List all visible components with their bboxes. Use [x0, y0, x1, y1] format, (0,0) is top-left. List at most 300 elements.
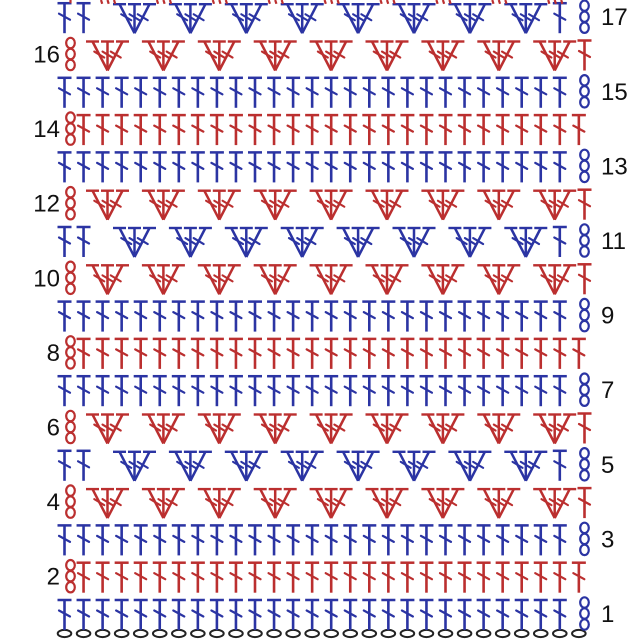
- chain-oval: [66, 273, 75, 283]
- double-crochet-symbol: [477, 600, 491, 630]
- double-crochet-symbol: [534, 115, 548, 145]
- double-crochet-symbol: [134, 600, 148, 630]
- double-crochet-symbol: [458, 563, 472, 593]
- double-crochet-symbol: [400, 339, 414, 369]
- double-crochet-symbol: [534, 78, 548, 108]
- double-crochet-symbol: [96, 600, 110, 630]
- double-crochet-symbol: [229, 339, 243, 369]
- double-crochet-symbol: [400, 525, 414, 555]
- double-crochet-symbol: [439, 152, 453, 182]
- double-crochet-symbol: [305, 600, 319, 630]
- double-crochet-symbol: [267, 600, 281, 630]
- turning-chain-symbol: [580, 75, 589, 107]
- cropped-stitch-tick: [381, 0, 382, 4]
- double-crochet-symbol: [115, 376, 129, 406]
- chain-oval: [66, 112, 75, 122]
- double-crochet-symbol: [381, 563, 395, 593]
- double-crochet-symbol: [496, 339, 510, 369]
- chain-oval: [66, 347, 75, 357]
- stitch-row-14: [66, 112, 586, 145]
- double-crochet-symbol: [153, 525, 167, 555]
- double-crochet-symbol: [419, 563, 433, 593]
- stitch-row-12: [66, 187, 591, 220]
- double-crochet-symbol: [153, 600, 167, 630]
- double-crochet-symbol: [210, 339, 224, 369]
- chain-oval: [580, 385, 589, 395]
- foundation-chain-oval: [191, 630, 205, 637]
- three-dc-shell-symbol: [310, 42, 353, 71]
- double-crochet-symbol: [381, 115, 395, 145]
- cropped-stitch-tick: [114, 0, 115, 4]
- foundation-chain-oval: [572, 630, 586, 637]
- row-number-label: 17: [601, 4, 628, 32]
- double-crochet-symbol: [343, 563, 357, 593]
- three-dc-shell-symbol: [421, 489, 464, 518]
- chain-oval: [580, 1, 589, 11]
- double-crochet-symbol: [77, 451, 91, 481]
- foundation-chain-oval: [382, 630, 396, 637]
- double-crochet-symbol: [496, 525, 510, 555]
- stitch-row-10: [66, 262, 591, 295]
- foundation-chain-oval: [401, 630, 415, 637]
- stitch-row-11: [58, 224, 589, 257]
- turning-chain-symbol: [580, 150, 589, 182]
- double-crochet-symbol: [58, 451, 72, 481]
- cropped-stitch-tick: [219, 0, 220, 4]
- double-crochet-symbol: [477, 115, 491, 145]
- double-crochet-symbol: [400, 115, 414, 145]
- double-crochet-symbol: [115, 152, 129, 182]
- double-crochet-symbol: [477, 339, 491, 369]
- double-crochet-symbol: [229, 563, 243, 593]
- cropped-stitch-tick: [226, 0, 227, 4]
- cropped-stitch-tick: [108, 0, 109, 4]
- double-crochet-symbol: [134, 78, 148, 108]
- three-dc-shell-symbol: [254, 415, 297, 444]
- double-crochet-symbol: [115, 563, 129, 593]
- double-crochet-symbol: [191, 115, 205, 145]
- double-crochet-symbol: [534, 152, 548, 182]
- stitch-row-13: [58, 150, 589, 183]
- row-number-label: 11: [601, 228, 626, 255]
- double-crochet-symbol: [115, 302, 129, 332]
- cropped-stitch-tick: [505, 0, 506, 4]
- three-dc-shell-symbol: [421, 42, 464, 71]
- double-crochet-symbol: [343, 600, 357, 630]
- double-crochet-symbol: [286, 376, 300, 406]
- double-crochet-symbol: [324, 152, 338, 182]
- double-crochet-symbol: [229, 600, 243, 630]
- chain-oval: [66, 284, 75, 294]
- double-crochet-symbol: [458, 152, 472, 182]
- chain-oval: [580, 470, 589, 480]
- three-dc-shell-symbol: [533, 42, 576, 71]
- row-number-label: 15: [601, 78, 628, 106]
- double-crochet-symbol: [58, 525, 72, 555]
- double-crochet-symbol: [419, 376, 433, 406]
- double-crochet-symbol: [267, 152, 281, 182]
- double-crochet-symbol: [343, 525, 357, 555]
- foundation-chain-oval: [477, 630, 491, 637]
- turning-chain-symbol: [66, 38, 75, 70]
- foundation-chain-oval: [286, 630, 300, 637]
- chain-oval: [580, 86, 589, 96]
- double-crochet-symbol: [172, 302, 186, 332]
- chain-oval: [66, 358, 75, 368]
- double-crochet-symbol: [324, 563, 338, 593]
- three-dc-shell-symbol: [448, 4, 491, 33]
- chain-oval: [66, 411, 75, 421]
- cropped-stitch-tick: [325, 0, 326, 4]
- double-crochet-symbol: [400, 563, 414, 593]
- double-crochet-symbol: [96, 376, 110, 406]
- cropped-stitch-tick: [275, 0, 276, 4]
- double-crochet-symbol: [267, 339, 281, 369]
- double-crochet-symbol: [362, 115, 376, 145]
- double-crochet-symbol: [248, 302, 262, 332]
- chain-oval: [580, 597, 589, 607]
- stitch-row-15: [58, 75, 589, 108]
- foundation-chain-oval: [458, 630, 472, 637]
- double-crochet-symbol: [362, 600, 376, 630]
- double-crochet-symbol: [381, 339, 395, 369]
- double-crochet-symbol: [439, 78, 453, 108]
- double-crochet-symbol: [77, 376, 91, 406]
- foundation-chain-oval: [248, 630, 262, 637]
- double-crochet-symbol: [578, 488, 592, 518]
- chain-oval: [66, 49, 75, 59]
- double-crochet-symbol: [419, 600, 433, 630]
- double-crochet-symbol: [381, 78, 395, 108]
- chain-oval: [580, 224, 589, 234]
- turning-chain-symbol: [66, 112, 75, 144]
- cropped-stitch-tick: [387, 0, 388, 4]
- double-crochet-symbol: [134, 115, 148, 145]
- double-crochet-symbol: [324, 525, 338, 555]
- foundation-chain-oval: [267, 630, 281, 637]
- double-crochet-symbol: [439, 563, 453, 593]
- double-crochet-symbol: [115, 78, 129, 108]
- cropped-stitch-tick: [101, 0, 102, 4]
- double-crochet-symbol: [381, 302, 395, 332]
- chain-oval: [66, 60, 75, 70]
- double-crochet-symbol: [134, 376, 148, 406]
- double-crochet-symbol: [134, 563, 148, 593]
- chain-oval: [580, 534, 589, 544]
- three-dc-shell-symbol: [533, 415, 576, 444]
- double-crochet-symbol: [553, 563, 567, 593]
- three-dc-shell-symbol: [337, 452, 380, 481]
- three-dc-shell-symbol: [254, 265, 297, 294]
- cropped-stitch-tick: [548, 0, 549, 4]
- double-crochet-symbol: [439, 600, 453, 630]
- double-crochet-symbol: [153, 115, 167, 145]
- double-crochet-symbol: [534, 563, 548, 593]
- foundation-chain-oval: [134, 630, 148, 637]
- double-crochet-symbol: [286, 339, 300, 369]
- foundation-chain-oval: [553, 630, 567, 637]
- cropped-stitch-tick: [170, 0, 171, 4]
- double-crochet-symbol: [553, 451, 567, 481]
- three-dc-shell-symbol: [366, 265, 409, 294]
- double-crochet-symbol: [458, 78, 472, 108]
- turning-chain-symbol: [66, 560, 75, 592]
- row-number-label: 12: [33, 190, 60, 218]
- double-crochet-symbol: [400, 302, 414, 332]
- stitch-row-17: [58, 1, 589, 34]
- double-crochet-symbol: [96, 115, 110, 145]
- three-dc-shell-symbol: [225, 452, 268, 481]
- three-dc-shell-symbol: [254, 191, 297, 220]
- cropped-stitch-tick: [338, 0, 339, 4]
- three-dc-shell-symbol: [142, 489, 185, 518]
- chain-oval: [66, 571, 75, 581]
- double-crochet-symbol: [553, 339, 567, 369]
- three-dc-shell-symbol: [310, 191, 353, 220]
- three-dc-shell-symbol: [113, 228, 156, 257]
- double-crochet-symbol: [324, 376, 338, 406]
- double-crochet-symbol: [134, 525, 148, 555]
- chain-oval: [66, 433, 75, 443]
- double-crochet-symbol: [419, 339, 433, 369]
- double-crochet-symbol: [400, 152, 414, 182]
- three-dc-shell-symbol: [254, 42, 297, 71]
- three-dc-shell-symbol: [421, 415, 464, 444]
- chain-oval: [580, 150, 589, 160]
- foundation-chain-row: [58, 630, 586, 637]
- chain-oval: [580, 172, 589, 182]
- chain-oval: [66, 123, 75, 133]
- row-number-label: 14: [33, 116, 60, 144]
- three-dc-shell-symbol: [142, 265, 185, 294]
- turning-chain-symbol: [580, 523, 589, 555]
- turning-chain-symbol: [66, 187, 75, 219]
- double-crochet-symbol: [286, 563, 300, 593]
- double-crochet-symbol: [191, 376, 205, 406]
- chain-oval: [580, 12, 589, 22]
- cropped-stitch-tick: [282, 0, 283, 4]
- double-crochet-symbol: [362, 152, 376, 182]
- double-crochet-symbol: [477, 152, 491, 182]
- double-crochet-symbol: [210, 302, 224, 332]
- turning-chain-symbol: [66, 336, 75, 368]
- three-dc-shell-symbol: [86, 415, 129, 444]
- three-dc-shell-symbol: [504, 452, 547, 481]
- turning-chain-symbol: [66, 411, 75, 443]
- chain-oval: [66, 336, 75, 346]
- double-crochet-symbol: [515, 376, 529, 406]
- double-crochet-symbol: [572, 115, 586, 145]
- stitch-row-2: [66, 560, 586, 593]
- double-crochet-symbol: [172, 152, 186, 182]
- three-dc-shell-symbol: [477, 42, 520, 71]
- double-crochet-symbol: [77, 227, 91, 257]
- cropped-stitch-tick: [394, 0, 395, 4]
- foundation-chain-oval: [363, 630, 377, 637]
- chain-oval: [66, 198, 75, 208]
- chain-oval: [580, 448, 589, 458]
- double-crochet-symbol: [210, 115, 224, 145]
- double-crochet-symbol: [419, 78, 433, 108]
- double-crochet-symbol: [496, 152, 510, 182]
- row-number-label: 10: [33, 265, 60, 293]
- double-crochet-symbol: [267, 115, 281, 145]
- double-crochet-symbol: [419, 302, 433, 332]
- double-crochet-symbol: [553, 302, 567, 332]
- foundation-chain-oval: [153, 630, 167, 637]
- double-crochet-symbol: [477, 525, 491, 555]
- three-dc-shell-symbol: [310, 489, 353, 518]
- row-number-label: 8: [46, 339, 60, 367]
- double-crochet-symbol: [381, 376, 395, 406]
- three-dc-shell-symbol: [504, 228, 547, 257]
- double-crochet-symbol: [515, 339, 529, 369]
- chain-oval: [66, 38, 75, 48]
- double-crochet-symbol: [305, 339, 319, 369]
- three-dc-shell-symbol: [421, 265, 464, 294]
- double-crochet-symbol: [248, 525, 262, 555]
- stitch-row-1: [58, 597, 589, 630]
- double-crochet-symbol: [343, 78, 357, 108]
- three-dc-shell-symbol: [86, 265, 129, 294]
- double-crochet-symbol: [286, 600, 300, 630]
- stitch-row-16: [66, 38, 591, 71]
- double-crochet-symbol: [172, 563, 186, 593]
- double-crochet-symbol: [153, 376, 167, 406]
- double-crochet-symbol: [515, 563, 529, 593]
- double-crochet-symbol: [248, 339, 262, 369]
- foundation-chain-oval: [420, 630, 434, 637]
- double-crochet-symbol: [267, 78, 281, 108]
- cropped-stitch-tick: [163, 0, 164, 4]
- double-crochet-symbol: [362, 376, 376, 406]
- three-dc-shell-symbol: [448, 452, 491, 481]
- double-crochet-symbol: [172, 115, 186, 145]
- chain-oval: [580, 608, 589, 618]
- chain-oval: [580, 161, 589, 171]
- double-crochet-symbol: [58, 3, 72, 33]
- double-crochet-symbol: [134, 302, 148, 332]
- cropped-stitch-tick: [561, 0, 562, 4]
- double-crochet-symbol: [286, 525, 300, 555]
- double-crochet-symbol: [572, 339, 586, 369]
- three-dc-shell-symbol: [281, 452, 324, 481]
- cropped-stitch-tick: [555, 0, 556, 4]
- three-dc-shell-symbol: [254, 489, 297, 518]
- double-crochet-symbol: [267, 376, 281, 406]
- double-crochet-symbol: [515, 600, 529, 630]
- double-crochet-symbol: [324, 302, 338, 332]
- double-crochet-symbol: [191, 152, 205, 182]
- double-crochet-symbol: [324, 115, 338, 145]
- double-crochet-symbol: [58, 152, 72, 182]
- three-dc-shell-symbol: [198, 489, 241, 518]
- double-crochet-symbol: [439, 115, 453, 145]
- double-crochet-symbol: [267, 525, 281, 555]
- double-crochet-symbol: [172, 376, 186, 406]
- double-crochet-symbol: [305, 152, 319, 182]
- double-crochet-symbol: [578, 41, 592, 71]
- stitch-row-5: [58, 448, 589, 481]
- double-crochet-symbol: [305, 525, 319, 555]
- three-dc-shell-symbol: [533, 489, 576, 518]
- chain-oval: [580, 235, 589, 245]
- double-crochet-symbol: [96, 152, 110, 182]
- double-crochet-symbol: [172, 339, 186, 369]
- double-crochet-symbol: [305, 115, 319, 145]
- double-crochet-symbol: [496, 563, 510, 593]
- double-crochet-symbol: [419, 115, 433, 145]
- double-crochet-symbol: [362, 525, 376, 555]
- double-crochet-symbol: [553, 227, 567, 257]
- double-crochet-symbol: [96, 302, 110, 332]
- foundation-chain-oval: [515, 630, 529, 637]
- three-dc-shell-symbol: [169, 228, 212, 257]
- turning-chain-symbol: [66, 485, 75, 517]
- stitch-row-7: [58, 374, 589, 407]
- chain-oval: [580, 396, 589, 406]
- three-dc-shell-symbol: [225, 228, 268, 257]
- three-dc-shell-symbol: [477, 415, 520, 444]
- three-dc-shell-symbol: [477, 191, 520, 220]
- double-crochet-symbol: [419, 525, 433, 555]
- three-dc-shell-symbol: [225, 4, 268, 33]
- double-crochet-symbol: [343, 115, 357, 145]
- double-crochet-symbol: [210, 376, 224, 406]
- foundation-chain-oval: [496, 630, 510, 637]
- double-crochet-symbol: [515, 115, 529, 145]
- chain-oval: [66, 187, 75, 197]
- foundation-chain-oval: [77, 630, 91, 637]
- chain-oval: [580, 23, 589, 33]
- three-dc-shell-symbol: [533, 191, 576, 220]
- double-crochet-symbol: [343, 302, 357, 332]
- double-crochet-symbol: [381, 525, 395, 555]
- double-crochet-symbol: [172, 78, 186, 108]
- three-dc-shell-symbol: [113, 4, 156, 33]
- double-crochet-symbol: [286, 302, 300, 332]
- three-dc-shell-symbol: [504, 4, 547, 33]
- chain-oval: [580, 321, 589, 331]
- double-crochet-symbol: [134, 339, 148, 369]
- chain-oval: [580, 97, 589, 107]
- double-crochet-symbol: [229, 376, 243, 406]
- three-dc-shell-symbol: [393, 4, 436, 33]
- three-dc-shell-symbol: [113, 452, 156, 481]
- double-crochet-symbol: [419, 152, 433, 182]
- double-crochet-symbol: [77, 339, 91, 369]
- row-number-label: 3: [601, 526, 615, 554]
- row-number-label: 2: [46, 563, 60, 591]
- double-crochet-symbol: [362, 302, 376, 332]
- turning-chain-symbol: [580, 299, 589, 331]
- three-dc-shell-symbol: [533, 265, 576, 294]
- double-crochet-symbol: [400, 78, 414, 108]
- double-crochet-symbol: [77, 600, 91, 630]
- chain-oval: [66, 134, 75, 144]
- double-crochet-symbol: [496, 302, 510, 332]
- double-crochet-symbol: [305, 302, 319, 332]
- double-crochet-symbol: [77, 3, 91, 33]
- double-crochet-symbol: [191, 600, 205, 630]
- double-crochet-symbol: [362, 563, 376, 593]
- double-crochet-symbol: [578, 190, 592, 220]
- double-crochet-symbol: [515, 152, 529, 182]
- double-crochet-symbol: [210, 152, 224, 182]
- chain-oval: [580, 310, 589, 320]
- double-crochet-symbol: [77, 152, 91, 182]
- double-crochet-symbol: [191, 339, 205, 369]
